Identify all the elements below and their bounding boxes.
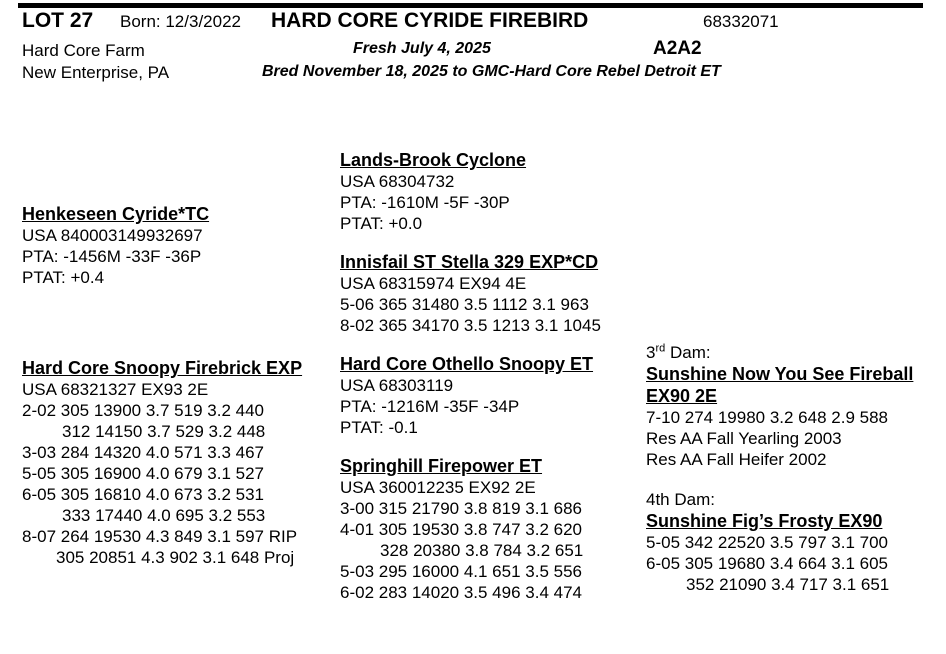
lot-number: LOT 27 (22, 9, 94, 32)
sire-dam-record: 8-02 365 34170 3.5 1213 3.1 1045 (340, 316, 601, 335)
dam-record: 333 17440 4.0 695 3.2 553 (62, 506, 266, 525)
dam-record: 8-07 264 19530 4.3 849 3.1 597 RIP (22, 527, 298, 546)
sire-sire-reg: USA 68304732 (340, 172, 455, 191)
dam-dam-record: 4-01 305 19530 3.8 747 3.2 620 (340, 520, 582, 539)
farm-location: New Enterprise, PA (22, 63, 170, 82)
fresh-date: Fresh July 4, 2025 (353, 40, 491, 57)
sire-name: Henkeseen Cyride*TC (22, 204, 210, 224)
third-dam-label (646, 342, 916, 363)
genotype: A2A2 (653, 38, 702, 59)
dam-block (22, 357, 322, 568)
animal-name: HARD CORE CYRIDE FIREBIRD (271, 9, 589, 32)
third-dam-award: Res AA Fall Heifer 2002 (646, 450, 827, 469)
dam-name: Hard Core Snoopy Firebrick EXP (22, 358, 303, 378)
dam-record: 5-05 305 16900 4.0 679 3.1 527 (22, 464, 264, 483)
third-dam-record: 7-10 274 19980 3.2 648 2.9 588 (646, 408, 888, 427)
header-rule (18, 3, 923, 8)
fourth-dam-record: 5-05 342 22520 3.5 797 3.1 700 (646, 533, 888, 552)
dam-sire-ptat: PTAT: -0.1 (340, 418, 418, 437)
dam-record: 305 20851 4.3 902 3.1 648 Proj (56, 548, 295, 567)
dam-dam-block (340, 455, 583, 603)
sire-dam-name: Innisfail ST Stella 329 EXP*CD (340, 252, 599, 272)
sire-sire-ptat: PTAT: +0.0 (340, 214, 423, 233)
sire-reg: USA 840003149932697 (22, 226, 203, 245)
dam-dam-record: 6-02 283 14020 3.5 496 3.4 474 (340, 583, 582, 602)
dam-record: 2-02 305 13900 3.7 519 3.2 440 (22, 401, 264, 420)
dam-record: 312 14150 3.7 529 3.2 448 (62, 422, 266, 441)
dam-record: 6-05 305 16810 4.0 673 3.2 531 (22, 485, 264, 504)
farm-name: Hard Core Farm (22, 41, 145, 60)
fourth-dam-block (646, 489, 889, 595)
fourth-dam-record: 6-05 305 19680 3.4 664 3.1 605 (646, 554, 888, 573)
third-dam-award: Res AA Fall Yearling 2003 (646, 429, 842, 448)
sire-dam-record: 5-06 365 31480 3.5 1112 3.1 963 (340, 295, 589, 314)
fourth-dam-label: 4th Dam: (646, 490, 715, 509)
dam-dam-reg: USA 360012235 EX92 2E (340, 478, 536, 497)
sire-dam-block (340, 251, 601, 336)
dam-sire-block (340, 353, 593, 438)
dam-dam-name: Springhill Firepower ET (340, 456, 543, 476)
sire-sire-block (340, 149, 526, 234)
third-dam-label-num: 3 (646, 343, 656, 362)
dam-sire-pta: PTA: -1216M -35F -34P (340, 397, 520, 416)
dam-reg: USA 68321327 EX93 2E (22, 380, 209, 399)
dam-record: 3-03 284 14320 4.0 571 3.3 467 (22, 443, 264, 462)
third-dam-name: Sunshine Now You See Fireball EX90 2E (646, 364, 914, 406)
third-dam-block (646, 342, 916, 470)
sire-sire-name: Lands-Brook Cyclone (340, 150, 527, 170)
sire-ptat: PTAT: +0.4 (22, 268, 105, 287)
birth-date: Born: 12/3/2022 (120, 12, 241, 31)
sire-block (22, 203, 209, 288)
third-dam-label-rest: Dam: (665, 343, 711, 362)
dam-sire-reg: USA 68303119 (340, 376, 454, 395)
fourth-dam-name: Sunshine Fig’s Frosty EX90 (646, 511, 883, 531)
dam-dam-record: 5-03 295 16000 4.1 651 3.5 556 (340, 562, 582, 581)
fourth-dam-record: 352 21090 3.4 717 3.1 651 (686, 575, 890, 594)
sire-sire-pta: PTA: -1610M -5F -30P (340, 193, 510, 212)
third-dam-label-sup: rd (655, 342, 666, 355)
sire-pta: PTA: -1456M -33F -36P (22, 247, 202, 266)
registration-number: 68332071 (703, 12, 779, 31)
dam-dam-record: 328 20380 3.8 784 3.2 651 (380, 541, 584, 560)
breeding-info: Bred November 18, 2025 to GMC-Hard Core Rebel Detroit ET (262, 63, 721, 80)
dam-sire-name: Hard Core Othello Snoopy ET (340, 354, 594, 374)
consignor (22, 40, 169, 84)
sire-dam-reg: USA 68315974 EX94 4E (340, 274, 527, 293)
dam-dam-record: 3-00 315 21790 3.8 819 3.1 686 (340, 499, 582, 518)
